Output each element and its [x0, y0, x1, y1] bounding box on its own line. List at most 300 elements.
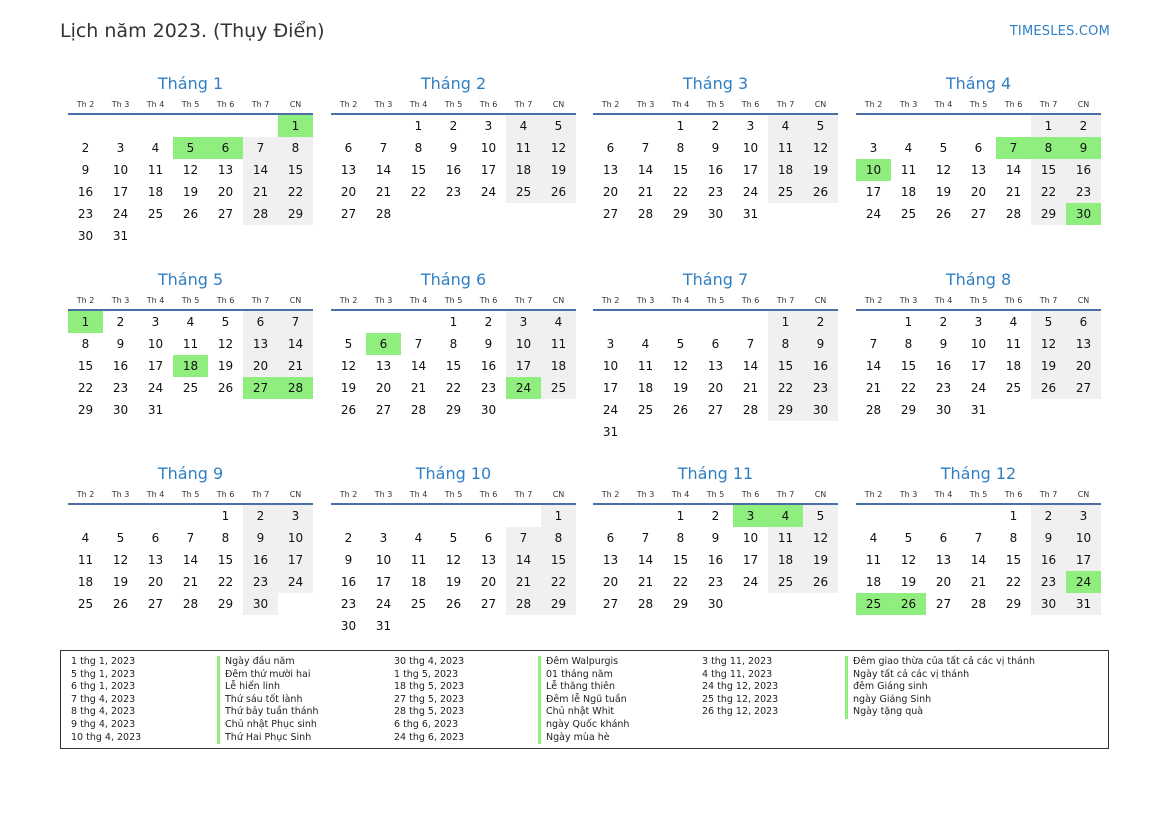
day-cell: 25: [410, 597, 427, 611]
empty-cell: [138, 505, 173, 527]
day-cell: 4: [768, 505, 803, 527]
day-cell: 28: [865, 403, 882, 417]
day-cell: 11: [182, 337, 199, 351]
day-cell: 19: [340, 381, 357, 395]
day-cell: 24: [278, 571, 313, 593]
weekday-label: Th 6: [216, 296, 235, 305]
weekday-label: CN: [289, 490, 302, 499]
day-cell: 29: [217, 597, 234, 611]
day-cell: 3: [379, 531, 388, 545]
day-cell: 12: [935, 163, 952, 177]
empty-cell: [733, 311, 768, 333]
day-cell: 5: [116, 531, 125, 545]
weekday-label: Th 2: [601, 100, 620, 109]
day-cell: 3: [484, 119, 493, 133]
month-title: Tháng 3: [682, 74, 749, 93]
day-cell: 23: [1031, 571, 1066, 593]
day-cell: 16: [707, 163, 724, 177]
month-calendar: [331, 463, 576, 637]
day-cell: 25: [900, 207, 917, 221]
weekday-label: Th 4: [671, 490, 690, 499]
empty-cell: [506, 505, 541, 527]
legend-holiday-name: Chủ nhật Phục sinh: [217, 719, 319, 732]
legend-date: 1 thg 1, 2023: [71, 656, 136, 667]
weekday-label: Th 5: [444, 490, 463, 499]
day-cell: 4: [506, 115, 541, 137]
day-cell: 7: [869, 337, 878, 351]
day-cell: 30: [77, 229, 94, 243]
weekday-header: [856, 293, 1101, 311]
empty-cell: [436, 203, 471, 225]
day-cell: 1: [676, 119, 685, 133]
day-cell: 11: [768, 137, 803, 159]
weekday-label: Th 5: [181, 296, 200, 305]
empty-cell: [698, 311, 733, 333]
empty-cell: [471, 505, 506, 527]
empty-cell: [68, 115, 103, 137]
day-cell: 27: [602, 207, 619, 221]
weekday-header: [856, 97, 1101, 115]
day-cell: 10: [856, 159, 891, 181]
day-cell: 17: [970, 359, 987, 373]
weekday-header: [331, 97, 576, 115]
weekday-label: Th 7: [514, 296, 533, 305]
day-cell: 20: [340, 185, 357, 199]
day-cell: 19: [803, 549, 838, 571]
day-cell: 11: [768, 527, 803, 549]
day-cell: 28: [243, 203, 278, 225]
weekday-label: Th 3: [899, 100, 918, 109]
weekday-label: Th 4: [671, 100, 690, 109]
day-cell: 12: [445, 553, 462, 567]
day-cell: 8: [414, 141, 423, 155]
day-cell: 20: [147, 575, 164, 589]
day-cell: 19: [803, 159, 838, 181]
day-cell: 16: [935, 359, 952, 373]
day-grid: [593, 311, 838, 443]
day-cell: 9: [484, 337, 493, 351]
empty-cell: [138, 225, 173, 247]
weekday-label: Th 6: [741, 296, 760, 305]
empty-cell: [733, 421, 768, 443]
day-cell: 3: [116, 141, 125, 155]
month-title: Tháng 12: [940, 464, 1017, 483]
day-cell: 11: [77, 553, 94, 567]
weekday-label: Th 7: [251, 100, 270, 109]
day-grid: [856, 505, 1101, 615]
weekday-label: Th 3: [111, 296, 130, 305]
empty-cell: [926, 115, 961, 137]
legend-holiday-name: Đêm thứ mười hai: [217, 669, 319, 682]
day-cell: 16: [445, 163, 462, 177]
day-cell: 25: [541, 377, 576, 399]
day-cell: 13: [970, 163, 987, 177]
day-cell: 15: [672, 553, 689, 567]
empty-cell: [541, 203, 576, 225]
weekday-label: Th 4: [146, 100, 165, 109]
day-cell: 7: [641, 141, 650, 155]
day-cell: 15: [77, 359, 94, 373]
day-cell: 29: [77, 403, 94, 417]
day-cell: 8: [1031, 137, 1066, 159]
empty-cell: [628, 421, 663, 443]
day-cell: 6: [1066, 311, 1101, 333]
empty-cell: [541, 615, 576, 637]
day-cell: 1: [414, 119, 423, 133]
legend-date: 24 thg 6, 2023: [394, 731, 465, 743]
day-cell: 4: [186, 315, 195, 329]
day-cell: 7: [641, 531, 650, 545]
day-cell: 14: [243, 159, 278, 181]
weekday-label: Th 6: [1004, 490, 1023, 499]
day-cell: 18: [900, 185, 917, 199]
site-link[interactable]: TIMESLES.COM: [1009, 24, 1110, 39]
empty-cell: [278, 593, 313, 615]
legend-date: 26 thg 12, 2023: [702, 706, 779, 718]
day-cell: 22: [217, 575, 234, 589]
legend-holiday-name: Thứ Hai Phục Sinh: [217, 732, 319, 745]
day-cell: 21: [865, 381, 882, 395]
empty-cell: [961, 505, 996, 527]
day-cell: 4: [641, 337, 650, 351]
day-cell: 28: [410, 403, 427, 417]
day-cell: 15: [217, 553, 234, 567]
day-cell: 5: [676, 337, 685, 351]
weekday-label: Th 4: [146, 490, 165, 499]
day-cell: 23: [445, 185, 462, 199]
day-cell: 20: [217, 185, 234, 199]
day-cell: 13: [707, 359, 724, 373]
day-cell: 18: [506, 159, 541, 181]
weekday-label: Th 4: [409, 296, 428, 305]
day-cell: 5: [904, 531, 913, 545]
weekday-label: Th 7: [514, 100, 533, 109]
legend-holiday-name: đêm Giáng sinh: [845, 681, 1035, 694]
day-cell: 10: [506, 333, 541, 355]
day-cell: 25: [856, 593, 891, 615]
day-cell: 2: [711, 119, 720, 133]
day-cell: 21: [243, 181, 278, 203]
day-cell: 15: [445, 359, 462, 373]
weekday-label: CN: [552, 490, 565, 499]
day-cell: 12: [672, 359, 689, 373]
weekday-header: [68, 293, 313, 311]
empty-cell: [68, 505, 103, 527]
month-title: Tháng 5: [157, 270, 224, 289]
day-cell: 8: [1009, 531, 1018, 545]
legend-date: 3 thg 11, 2023: [702, 656, 773, 667]
legend-holiday-name: Lễ thăng thiên: [538, 681, 629, 694]
weekday-label: Th 3: [636, 296, 655, 305]
day-cell: 27: [147, 597, 164, 611]
day-cell: 11: [900, 163, 917, 177]
empty-cell: [663, 421, 698, 443]
day-cell: 8: [81, 337, 90, 351]
weekday-header: [68, 487, 313, 505]
day-cell: 10: [147, 337, 164, 351]
day-cell: 16: [803, 355, 838, 377]
day-cell: 9: [344, 553, 353, 567]
weekday-label: Th 4: [671, 296, 690, 305]
day-cell: 9: [803, 333, 838, 355]
day-cell: 12: [541, 137, 576, 159]
weekday-label: Th 5: [706, 490, 725, 499]
day-cell: 13: [340, 163, 357, 177]
day-cell: 28: [278, 377, 313, 399]
day-cell: 16: [112, 359, 129, 373]
day-cell: 12: [217, 337, 234, 351]
weekday-label: CN: [1077, 296, 1090, 305]
empty-cell: [768, 593, 803, 615]
day-cell: 1: [278, 115, 313, 137]
day-cell: 19: [541, 159, 576, 181]
empty-cell: [243, 399, 278, 421]
day-cell: 13: [375, 359, 392, 373]
legend-date: 5 thg 1, 2023: [71, 668, 136, 680]
day-cell: 6: [366, 333, 401, 355]
day-cell: 3: [1066, 505, 1101, 527]
weekday-label: Th 7: [776, 100, 795, 109]
day-cell: 30: [112, 403, 129, 417]
day-cell: 27: [602, 597, 619, 611]
day-cell: 26: [1031, 377, 1066, 399]
day-cell: 23: [77, 207, 94, 221]
day-cell: 18: [410, 575, 427, 589]
day-cell: 11: [1005, 337, 1022, 351]
weekday-label: Th 2: [76, 100, 95, 109]
day-cell: 2: [81, 141, 90, 155]
empty-cell: [856, 115, 891, 137]
day-cell: 14: [506, 549, 541, 571]
day-cell: 13: [1066, 333, 1101, 355]
day-cell: 20: [602, 575, 619, 589]
day-cell: 26: [803, 181, 838, 203]
day-cell: 1: [1031, 115, 1066, 137]
day-cell: 5: [221, 315, 230, 329]
day-grid: [331, 115, 576, 225]
weekday-label: CN: [814, 100, 827, 109]
day-cell: 21: [278, 355, 313, 377]
month-calendar: [331, 73, 576, 225]
day-cell: 19: [112, 575, 129, 589]
weekday-label: Th 5: [706, 100, 725, 109]
day-cell: 6: [243, 311, 278, 333]
day-cell: 24: [865, 207, 882, 221]
weekday-label: Th 4: [934, 296, 953, 305]
day-cell: 6: [711, 337, 720, 351]
month-title: Tháng 9: [157, 464, 224, 483]
day-cell: 29: [541, 593, 576, 615]
day-cell: 7: [278, 311, 313, 333]
day-cell: 5: [939, 141, 948, 155]
empty-cell: [593, 115, 628, 137]
empty-cell: [208, 115, 243, 137]
weekday-label: Th 2: [76, 490, 95, 499]
day-cell: 31: [375, 619, 392, 633]
weekday-label: Th 3: [636, 100, 655, 109]
day-cell: 20: [707, 381, 724, 395]
day-cell: 10: [1066, 527, 1101, 549]
day-cell: 17: [865, 185, 882, 199]
legend-holiday-name: Thứ sáu tốt lành: [217, 694, 319, 707]
day-cell: 7: [974, 531, 983, 545]
day-cell: 4: [869, 531, 878, 545]
day-cell: 18: [637, 381, 654, 395]
day-cell: 22: [278, 181, 313, 203]
day-cell: 21: [637, 575, 654, 589]
day-cell: 26: [182, 207, 199, 221]
day-cell: 1: [1009, 509, 1018, 523]
day-cell: 16: [1031, 549, 1066, 571]
legend-date: 27 thg 5, 2023: [394, 693, 465, 705]
weekday-label: CN: [552, 296, 565, 305]
weekday-label: Th 3: [111, 490, 130, 499]
weekday-label: Th 3: [374, 100, 393, 109]
empty-cell: [173, 225, 208, 247]
day-cell: 14: [278, 333, 313, 355]
month-calendar: [856, 463, 1101, 615]
day-cell: 18: [173, 355, 208, 377]
day-cell: 4: [1009, 315, 1018, 329]
day-cell: 23: [112, 381, 129, 395]
day-cell: 27: [243, 377, 278, 399]
holiday-legend: [60, 650, 1109, 749]
month-title: Tháng 10: [415, 464, 492, 483]
empty-cell: [996, 115, 1031, 137]
weekday-header: [68, 97, 313, 115]
day-cell: 12: [340, 359, 357, 373]
day-cell: 9: [1031, 527, 1066, 549]
day-cell: 24: [742, 185, 759, 199]
day-cell: 25: [1005, 381, 1022, 395]
day-cell: 27: [1066, 377, 1101, 399]
day-cell: 9: [939, 337, 948, 351]
day-cell: 13: [602, 553, 619, 567]
day-cell: 9: [243, 527, 278, 549]
day-cell: 17: [742, 553, 759, 567]
day-cell: 22: [672, 185, 689, 199]
legend-dates-col-2: [394, 656, 464, 744]
weekday-label: CN: [1077, 100, 1090, 109]
day-cell: 28: [375, 207, 392, 221]
month-title: Tháng 11: [677, 464, 754, 483]
day-cell: 8: [676, 531, 685, 545]
weekday-label: Th 2: [864, 490, 883, 499]
weekday-label: Th 2: [339, 490, 358, 499]
day-grid: [331, 311, 576, 421]
day-cell: 3: [974, 315, 983, 329]
day-cell: 8: [221, 531, 230, 545]
empty-cell: [173, 505, 208, 527]
legend-date: 25 thg 12, 2023: [702, 693, 779, 705]
day-cell: 15: [768, 355, 803, 377]
day-cell: 2: [803, 311, 838, 333]
legend-dates-col-3: [702, 656, 778, 719]
day-cell: 7: [243, 137, 278, 159]
day-cell: 28: [1005, 207, 1022, 221]
weekday-label: CN: [552, 100, 565, 109]
month-calendar: [856, 73, 1101, 225]
day-cell: 24: [742, 575, 759, 589]
empty-cell: [471, 203, 506, 225]
day-cell: 28: [506, 593, 541, 615]
weekday-label: CN: [814, 296, 827, 305]
day-cell: 25: [506, 181, 541, 203]
weekday-header: [331, 487, 576, 505]
day-cell: 29: [1005, 597, 1022, 611]
empty-cell: [803, 593, 838, 615]
day-cell: 1: [768, 311, 803, 333]
day-cell: 18: [541, 355, 576, 377]
day-cell: 25: [768, 181, 803, 203]
day-cell: 24: [147, 381, 164, 395]
day-cell: 19: [1031, 355, 1066, 377]
day-cell: 22: [672, 575, 689, 589]
day-cell: 23: [243, 571, 278, 593]
day-cell: 15: [1031, 159, 1066, 181]
day-cell: 6: [344, 141, 353, 155]
day-cell: 18: [1005, 359, 1022, 373]
day-cell: 16: [707, 553, 724, 567]
day-cell: 17: [375, 575, 392, 589]
day-cell: 5: [173, 137, 208, 159]
day-cell: 5: [803, 115, 838, 137]
legend-date: 8 thg 4, 2023: [71, 706, 136, 718]
weekday-label: CN: [1077, 490, 1090, 499]
day-cell: 25: [637, 403, 654, 417]
day-cell: 14: [375, 163, 392, 177]
day-cell: 4: [414, 531, 423, 545]
day-cell: 18: [768, 159, 803, 181]
legend-holiday-name: Đêm giao thừa của tất cả các vị thánh: [845, 656, 1035, 669]
day-cell: 1: [541, 505, 576, 527]
day-cell: 13: [480, 553, 497, 567]
day-cell: 27: [707, 403, 724, 417]
day-cell: 25: [768, 571, 803, 593]
legend-holiday-name: Lễ hiển linh: [217, 681, 319, 694]
day-cell: 11: [506, 137, 541, 159]
day-cell: 30: [1066, 203, 1101, 225]
day-cell: 22: [445, 381, 462, 395]
day-cell: 11: [410, 553, 427, 567]
empty-cell: [208, 225, 243, 247]
empty-cell: [401, 311, 436, 333]
day-cell: 17: [742, 163, 759, 177]
day-cell: 17: [278, 549, 313, 571]
weekday-header: [593, 487, 838, 505]
empty-cell: [401, 505, 436, 527]
day-cell: 22: [541, 571, 576, 593]
legend-holiday-name: Chủ nhật Whit: [538, 706, 629, 719]
day-grid: [593, 115, 838, 225]
day-cell: 19: [445, 575, 462, 589]
empty-cell: [138, 115, 173, 137]
day-cell: 3: [506, 311, 541, 333]
day-cell: 21: [970, 575, 987, 589]
day-cell: 22: [1005, 575, 1022, 589]
day-cell: 1: [221, 509, 230, 523]
empty-cell: [996, 399, 1031, 421]
day-grid: [593, 505, 838, 615]
day-cell: 17: [112, 185, 129, 199]
day-cell: 12: [900, 553, 917, 567]
day-cell: 5: [344, 337, 353, 351]
weekday-label: Th 4: [934, 490, 953, 499]
empty-cell: [278, 399, 313, 421]
day-cell: 3: [151, 315, 160, 329]
day-cell: 29: [768, 399, 803, 421]
day-cell: 14: [637, 553, 654, 567]
